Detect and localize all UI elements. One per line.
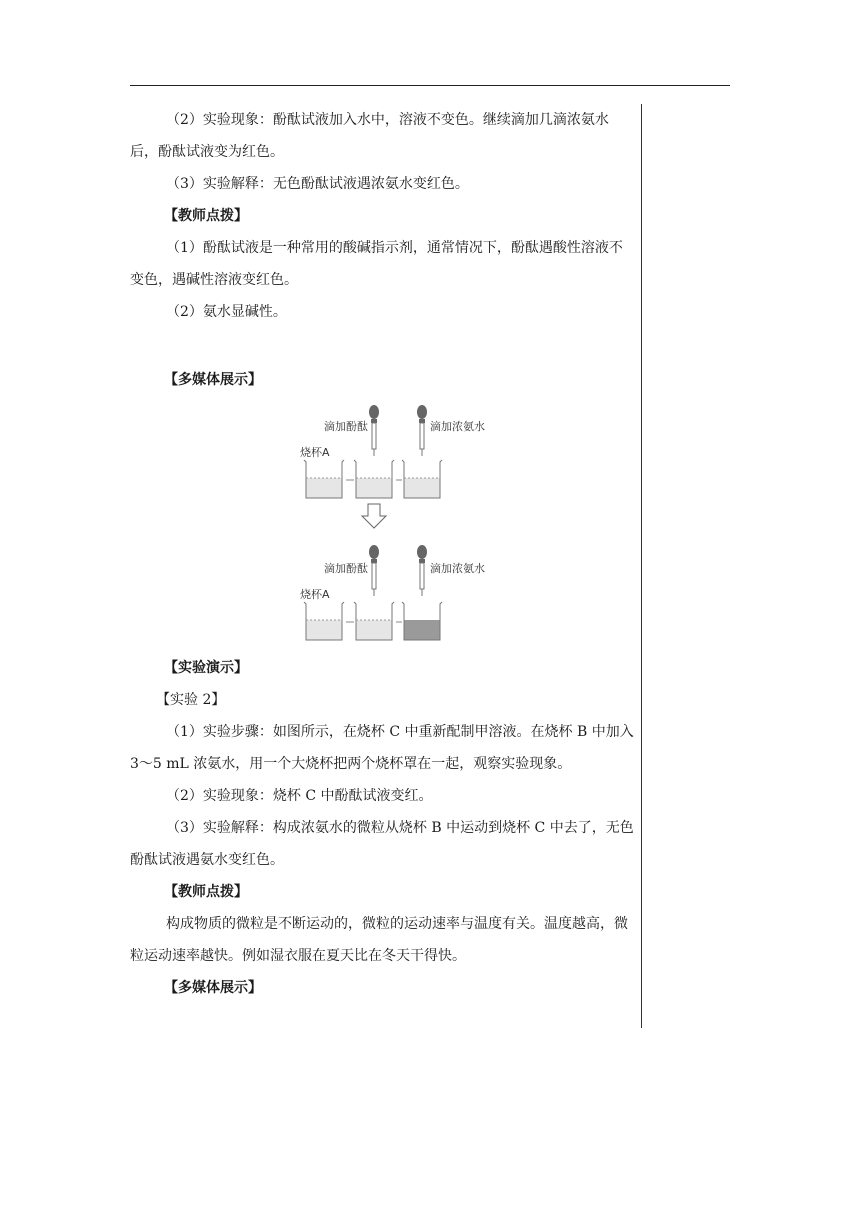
label-add-phenolphthalein: 滴加酚酞	[324, 420, 368, 433]
lesson-content	[130, 104, 635, 1004]
heading-teacher-tips: 【教师点拨】	[164, 208, 248, 224]
label-add-ammonia: 滴加浓氨水	[430, 562, 485, 575]
beaker-2-after	[354, 602, 394, 640]
label-add-ammonia: 滴加浓氨水	[430, 420, 485, 433]
beaker-2	[354, 460, 394, 498]
beaker-1	[304, 460, 344, 498]
table-border-right	[641, 104, 642, 1028]
label-beaker-a: 烧杯A	[300, 446, 330, 459]
paragraph-phenomenon-2: （2）实验现象：烧杯 C 中酚酞试液变红。	[166, 788, 433, 804]
heading-multimedia-2: 【多媒体展示】	[164, 980, 262, 996]
heading-teacher-tips-2: 【教师点拨】	[164, 884, 248, 900]
label-beaker-a: 烧杯A	[300, 588, 330, 601]
dropper-icon	[369, 545, 379, 596]
dropper-icon	[417, 405, 427, 456]
paragraph-particle-motion: 构成物质的微粒是不断运动的，微粒的运动速率与温度有关。温度越高，微粒运动速率越快。例如湿衣服在夏天比在冬天干得快。	[130, 916, 628, 964]
paragraph-explanation-1: （3）实验解释：无色酚酞试液遇浓氨水变红色。	[166, 176, 469, 192]
experiment-figure	[130, 400, 635, 642]
paragraph-phenomenon-1: （2）实验现象：酚酞试液加入水中，溶液不变色。继续滴加几滴浓氨水后，酚酞试液变为红色。	[130, 112, 609, 160]
label-add-phenolphthalein: 滴加酚酞	[324, 562, 368, 575]
beaker-3	[402, 460, 442, 498]
label-experiment-2: 【实验 2】	[156, 692, 226, 708]
paragraph-steps: （1）实验步骤：如图所示，在烧杯 C 中重新配制甲溶液。在烧杯 B 中加入 3～5 mL 浓氨水，用一个大烧杯把两个烧杯罩在一起，观察实验现象。	[130, 724, 634, 772]
heading-experiment-demo: 【实验演示】	[164, 660, 248, 676]
heading-multimedia: 【多媒体展示】	[164, 372, 262, 388]
down-arrow-icon	[362, 504, 386, 528]
beaker-diagram	[292, 400, 492, 642]
header-rule	[130, 85, 730, 86]
dropper-icon	[369, 405, 379, 456]
paragraph-explanation-2: （3）实验解释：构成浓氨水的微粒从烧杯 B 中运动到烧杯 C 中去了，无色酚酞试液遇氨水变红色。	[130, 820, 634, 868]
dropper-icon	[417, 545, 427, 596]
paragraph-tip-1: （1）酚酞试液是一种常用的酸碱指示剂，通常情况下，酚酞遇酸性溶液不变色，遇碱性溶液变红色。	[130, 240, 623, 288]
paragraph-tip-2: （2）氨水显碱性。	[166, 304, 287, 320]
beaker-1-after	[304, 602, 344, 640]
beaker-3-after-red	[402, 602, 442, 640]
